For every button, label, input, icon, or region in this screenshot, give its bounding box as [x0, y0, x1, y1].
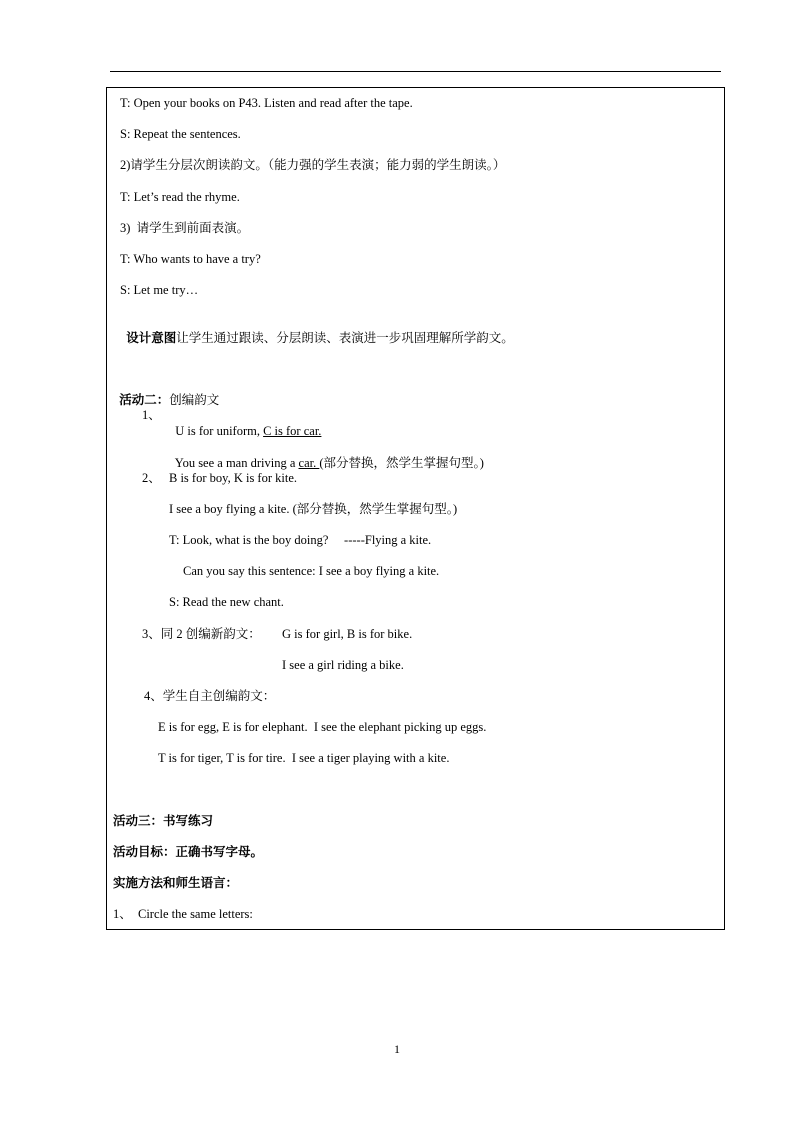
activity-two-heading	[113, 376, 219, 408]
text-line: S: Let me try…	[120, 283, 199, 297]
page-number: 1	[394, 1042, 400, 1056]
list-item-3-chant: G is for girl, B is for bike.	[282, 627, 413, 641]
list-item-1-number: 1、	[142, 408, 161, 422]
list-item-2-number: 2、	[142, 471, 161, 485]
list-item-1-sentence	[169, 439, 484, 471]
list-item-1-sentence-a: You see a man driving a	[174, 456, 299, 470]
text-line: S: Read the new chant.	[169, 595, 284, 609]
method-heading: 实施方法和师生语言：	[113, 876, 239, 890]
activity-goal-heading: 活动目标：正确书写字母。	[113, 845, 264, 859]
text-line: Can you say this sentence: I see a boy flying a kite.	[183, 564, 440, 578]
text-line: E is for egg, E is for elephant. I see the elephant picking up eggs.	[158, 720, 487, 734]
list-item-1	[169, 407, 321, 439]
text-line: I see a girl riding a bike.	[282, 658, 404, 672]
design-intent-text: 让学生通过跟读、分层朗读、表演进一步巩固理解所学韵文。	[176, 331, 514, 345]
activity-two-label: 活动二：	[119, 393, 170, 407]
text-line: T: Let’s read the rhyme.	[120, 190, 240, 204]
text-line: 3) 请学生到前面表演。	[120, 221, 250, 235]
header-rule	[110, 71, 721, 72]
list-item-1-sentence-b: car.	[298, 456, 320, 470]
list-item-1-part-a: U is for uniform,	[175, 424, 264, 438]
design-intent-line	[120, 314, 514, 346]
text-line: T: Who wants to have a try?	[120, 252, 261, 266]
list-item-1-part-b: C is for car.	[263, 424, 322, 438]
list-item-1-sentence-c: (部分替换，然学生掌握句型。)	[319, 456, 484, 470]
activity-three-heading: 活动三：书写练习	[113, 814, 214, 828]
text-line: 2)请学生分层次朗读韵文。（能力强的学生表演；能力弱的学生朗读。）	[120, 158, 506, 172]
list-item-2: B is for boy, K is for kite.	[169, 471, 297, 485]
text-line: T: Look, what is the boy doing? -----Flying a kite.	[169, 533, 432, 547]
design-intent-label: 设计意图	[126, 331, 177, 345]
list-item-4: 4、学生自主创编韵文：	[144, 689, 276, 703]
activity-two-title: 创编韵文	[169, 393, 220, 407]
text-line: T is for tiger, T is for tire. I see a tiger playing with a kite.	[158, 751, 450, 765]
text-line: S: Repeat the sentences.	[120, 127, 241, 141]
list-item-3: 3、同 2 创编新韵文：	[142, 627, 261, 641]
text-line: T: Open your books on P43. Listen and read after the tape.	[120, 96, 413, 110]
text-line: 1、 Circle the same letters:	[113, 907, 253, 921]
text-line: I see a boy flying a kite. (部分替换，然学生掌握句型。)	[169, 502, 458, 516]
